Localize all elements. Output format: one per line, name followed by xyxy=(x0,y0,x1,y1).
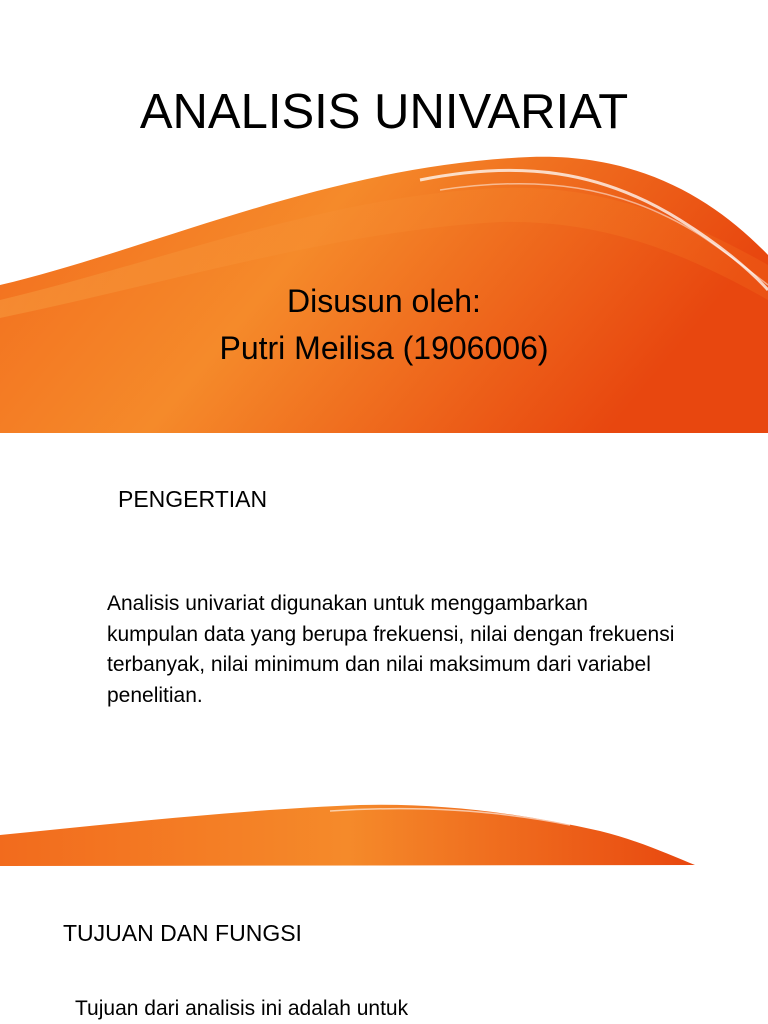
section-heading: PENGERTIAN xyxy=(118,486,268,512)
purpose-paragraph: Tujuan dari analisis ini adalah untuk xyxy=(75,997,409,1020)
definition-paragraph: Analisis univariat digunakan untuk menggambarkan kumpulan data yang berupa frekuensi, nilai dengan frekuensi terbanyak, nilai minimum dan nilai maksimum dari variabel penelitian. xyxy=(107,592,675,707)
section-heading: TUJUAN DAN FUNGSI xyxy=(63,920,302,946)
subtitle-author-name: Putri Meilisa (1906006) xyxy=(219,330,549,366)
orange-wave-decoration xyxy=(0,0,768,433)
title-slide xyxy=(0,0,768,433)
definition-slide xyxy=(0,433,768,866)
purpose-slide xyxy=(0,866,768,1024)
subtitle-author-label: Disusun oleh: xyxy=(287,283,481,319)
presentation-title: ANALISIS UNIVARIAT xyxy=(139,85,629,139)
